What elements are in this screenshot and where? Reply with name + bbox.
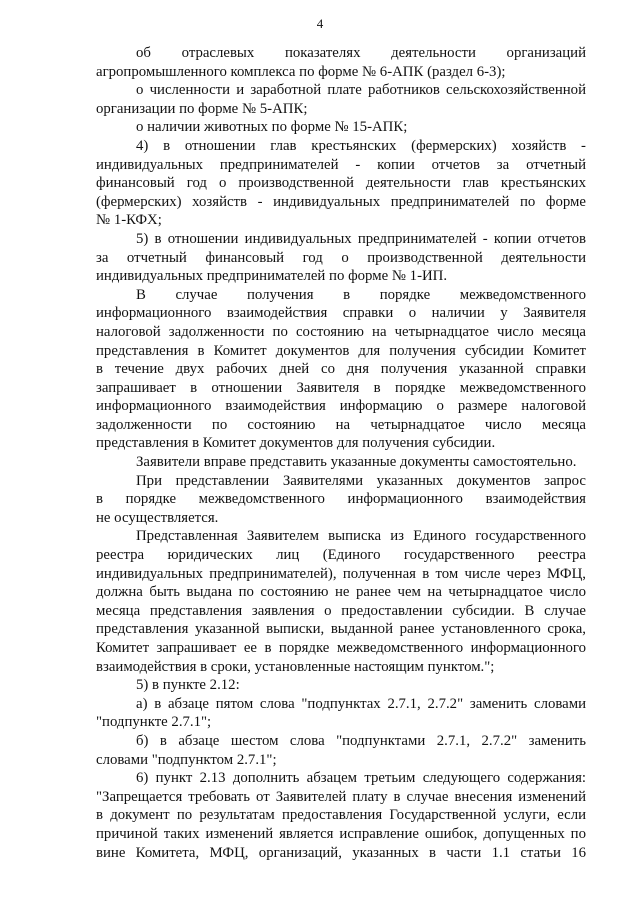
text-line: индивидуальных предпринимателей), полученная в том числе через МФЦ, [96,565,586,582]
text-line: "подпункте 2.7.1"; [96,714,212,731]
text-line: в документ по результатам предоставления Государственной услуги, если [96,807,586,824]
text-line: в течение двух рабочих дней со дня получения указанной справки [96,361,586,378]
text-line: Заявители вправе представить указанные документы самостоятельно. [136,454,577,471]
text-line: организации по форме № 5-АПК; [96,100,308,117]
text-line: вине Комитета, МФЦ, организаций, указанных в части 1.1 статьи 16 [96,844,586,861]
text-line: информационного взаимодействия информацию о размере налоговой [96,398,586,415]
text-line: 5) в отношении индивидуальных предпринимателей - копии отчетов [136,230,586,247]
text-line: причиной таких изменений является исправление ошибок, допущенных по [96,825,586,842]
text-line: б) в абзаце шестом слова "подпунктами 2.7.1, 2.7.2" заменить [136,732,586,749]
text-line: запрашивает в отношении Заявителя в порядке межведомственного [96,379,586,396]
text-line: (фермерских) хозяйств - индивидуальных предпринимателей по форме [96,193,586,210]
text-line: 6) пункт 2.13 дополнить абзацем третьим следующего содержания: [136,770,586,787]
text-line: о численности и заработной плате работников сельскохозяйственной [136,82,586,99]
text-line: взаимодействия в сроки, установленные настоящим пунктом."; [96,658,495,675]
text-line: реестра юридических лиц (Единого государственного реестра [96,547,586,564]
text-line: об отраслевых показателях деятельности организаций [136,45,586,61]
text-line: 4) в отношении глав крестьянских (фермерских) хозяйств - [136,137,586,154]
document-body [96,44,586,862]
text-line: Представленная Заявителем выписка из Единого государственного [136,528,586,545]
text-line: представления в Комитет документов для получения субсидии Комитет [96,342,586,359]
text-line: не осуществляется. [96,509,219,526]
text-line: № 1-КФХ; [96,212,162,229]
page-number: 4 [316,16,324,31]
text-line: информационного взаимодействия справки о наличии у Заявителя [96,305,586,322]
text-line: за отчетный финансовый год о производственной деятельности [96,249,586,266]
text-line: индивидуальных предпринимателей по форме № 1-ИП. [96,268,448,285]
text-line: "Запрещается требовать от Заявителей плату в случае внесения изменений [96,788,586,805]
text-line: индивидуальных предпринимателей - копии отчетов за отчетный [96,156,586,173]
text-line: в порядке межведомственного информационного взаимодействия [96,491,586,508]
text-line: должна быть выдана по состоянию не ранее чем на четырнадцатое число [96,584,586,601]
text-line: налоговой задолженности по состоянию на четырнадцатое число месяца [96,323,586,340]
text-line: При представлении Заявителями указанных документов запрос [136,472,586,489]
text-line: представления указанной выписки, выданной ранее установленного срока, [96,621,586,638]
text-line: словами "подпунктом 2.7.1"; [96,751,277,768]
text-line: а) в абзаце пятом слова "подпунктах 2.7.1, 2.7.2" заменить словами [136,695,586,712]
text-line: 5) в пункте 2.12: [136,677,240,694]
text-line: задолженности по состоянию на четырнадцатое число месяца [96,416,586,433]
text-line: агропромышленного комплекса по форме № 6-АПК (раздел 6-3); [96,63,506,80]
text-line: о наличии животных по форме № 15-АПК; [136,119,408,136]
text-line: месяца представления заявления о предоставлении субсидии. В случае [96,602,586,619]
text-line: представления в Комитет документов для получения субсидии. [96,435,496,452]
text-line: финансовый год о производственной деятельности глав крестьянских [96,175,586,192]
text-line: В случае получения в порядке межведомственного [136,286,586,303]
text-line: Комитет запрашивает ее в порядке межведомственного информационного [96,640,586,656]
